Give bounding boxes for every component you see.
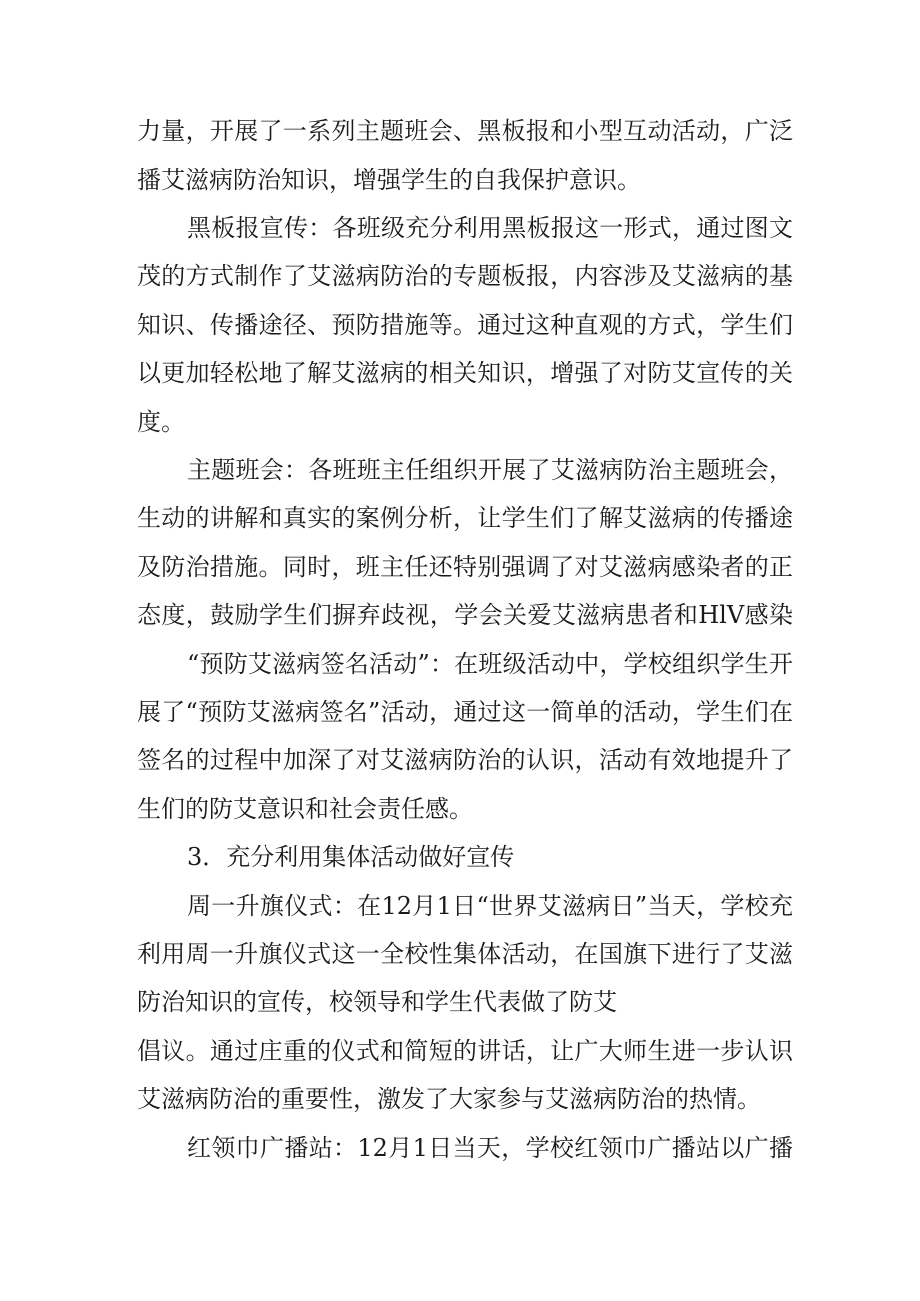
text-line	[0, 886, 920, 926]
text-line	[0, 450, 920, 490]
line-text: 以更加轻松地了解艾滋病的相关知识，增强了对防艾宣传的关	[137, 359, 793, 387]
text-line	[0, 934, 920, 974]
text-line	[0, 1128, 920, 1168]
text-line	[0, 402, 920, 442]
text-line	[0, 208, 920, 248]
line-text: 播艾滋病防治知识，增强学生的自我保护意识。	[137, 166, 641, 194]
text-line	[0, 1031, 920, 1071]
line-text: 度。	[137, 408, 185, 436]
text-line	[0, 160, 920, 200]
text-line	[0, 692, 920, 732]
line-text: “预防艾滋病签名活动”：在班级活动中，学校组织学生开	[187, 650, 793, 678]
line-text: 3．充分利用集体活动做好宣传	[187, 843, 515, 871]
line-text: 生们的防艾意识和社会责任感。	[137, 795, 473, 823]
text-line	[0, 644, 920, 684]
text-line	[0, 1079, 920, 1119]
text-line	[0, 498, 920, 538]
line-text: 防治知识的宣传，校领导和学生代表做了防艾	[137, 988, 617, 1016]
line-text: 力量，开展了一系列主题班会、黑板报和小型互动活动，广泛	[137, 117, 793, 145]
text-line	[0, 353, 920, 393]
text-line	[0, 595, 920, 635]
line-text: 利用周一升旗仪式这一全校性集体活动，在国旗下进行了艾滋	[137, 940, 793, 968]
line-text: 及防治措施。同时，班主任还特别强调了对艾滋病感染者的正	[137, 553, 793, 581]
line-text: 艾滋病防治的重要性，激发了大家参与艾滋病防治的热情。	[137, 1085, 761, 1113]
text-line	[0, 789, 920, 829]
line-text: 黑板报宣传：各班级充分利用黑板报这一形式，通过图文	[187, 214, 793, 242]
section-heading	[0, 837, 920, 877]
line-text: 周一升旗仪式：在12月1日“世界艾滋病日”当天，学校充	[187, 892, 793, 920]
line-text: 主题班会：各班班主任组织开展了艾滋病防治主题班会，	[187, 456, 793, 484]
text-line	[0, 982, 920, 1022]
text-line	[0, 740, 920, 780]
line-text: 签名的过程中加深了对艾滋病防治的认识，活动有效地提升了	[137, 746, 793, 774]
text-line	[0, 547, 920, 587]
text-line	[0, 305, 920, 345]
text-line	[0, 256, 920, 296]
line-text: 展了“预防艾滋病签名”活动，通过这一简单的活动，学生们在	[137, 698, 793, 726]
line-text: 红领巾广播站：12月1日当天，学校红领巾广播站以广播	[187, 1134, 793, 1162]
text-line	[0, 111, 920, 151]
line-text: 茂的方式制作了艾滋病防治的专题板报，内容涉及艾滋病的基	[137, 262, 793, 290]
line-text: 生动的讲解和真实的案例分析，让学生们了解艾滋病的传播途	[137, 504, 793, 532]
line-text: 倡议。通过庄重的仪式和简短的讲话，让广大师生进一步认识	[137, 1037, 793, 1065]
line-text: 态度，鼓励学生们摒弃歧视，学会关爱艾滋病患者和HlV感染	[137, 601, 793, 629]
line-text: 知识、传播途径、预防措施等。通过这种直观的方式，学生们	[137, 311, 793, 339]
